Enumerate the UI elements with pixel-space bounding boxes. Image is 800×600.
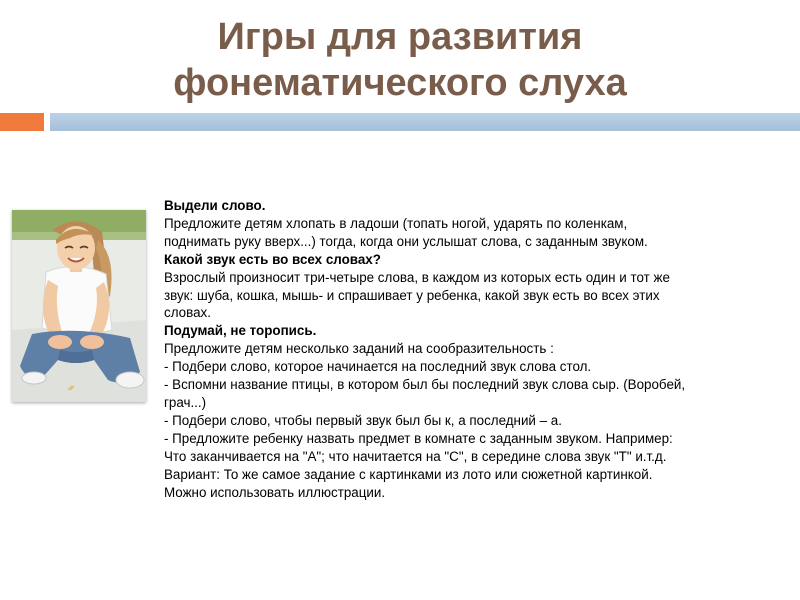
text-line: поднимать руку вверх...) тогда, когда они услышат слова, с заданным звуком. — [164, 233, 648, 249]
text-line: - Вспомни название птицы, в котором был бы последний звук слова сыр. (Воробей, — [164, 377, 686, 393]
text-line: Предложите детям хлопать в ладоши (топать ногой, ударять по коленкам, — [164, 215, 628, 231]
text-line: словах. — [164, 305, 211, 321]
section-heading: Какой звук есть во всех словах? — [164, 251, 381, 267]
text-line: звук: шуба, кошка, мышь- и спрашивает у ребенка, какой звук есть во всех этих — [164, 287, 660, 303]
text-line: Предложите детям несколько заданий на сообразительность : — [164, 341, 554, 357]
girl-illustration — [12, 210, 146, 402]
slide-title-line-2: фонематического слуха — [173, 62, 627, 104]
section-heading: Выдели слово. — [164, 198, 266, 213]
text-line: Что заканчивается на "А"; что начитается на "С", в середине слова звук "Т" и.т.д. — [164, 448, 667, 464]
girl-photo — [12, 210, 146, 402]
slide-title-line-1: Игры для развития — [217, 16, 583, 58]
text-line: Можно использовать иллюстрации. — [164, 484, 386, 500]
text-line: - Предложите ребенку назвать предмет в комнате с заданным звуком. Например: — [164, 430, 673, 446]
section-heading: Подумай, не торопись. — [164, 323, 317, 339]
accent-bar-blue — [50, 113, 800, 131]
accent-bar-orange — [0, 113, 44, 131]
text-line: - Подбери слово, которое начинается на последний звук слова стол. — [164, 359, 592, 375]
text-line: грач...) — [164, 394, 207, 410]
slide-title — [0, 14, 800, 106]
text-line: Вариант: То же самое задание с картинками из лото или сюжетной картинкой. — [164, 466, 653, 482]
text-line: Взрослый произносит три-четыре слова, в каждом из которых есть один и тот же — [164, 269, 670, 285]
instructions-text — [164, 197, 786, 501]
text-line: - Подбери слово, чтобы первый звук был бы к, а последний – а. — [164, 412, 562, 428]
